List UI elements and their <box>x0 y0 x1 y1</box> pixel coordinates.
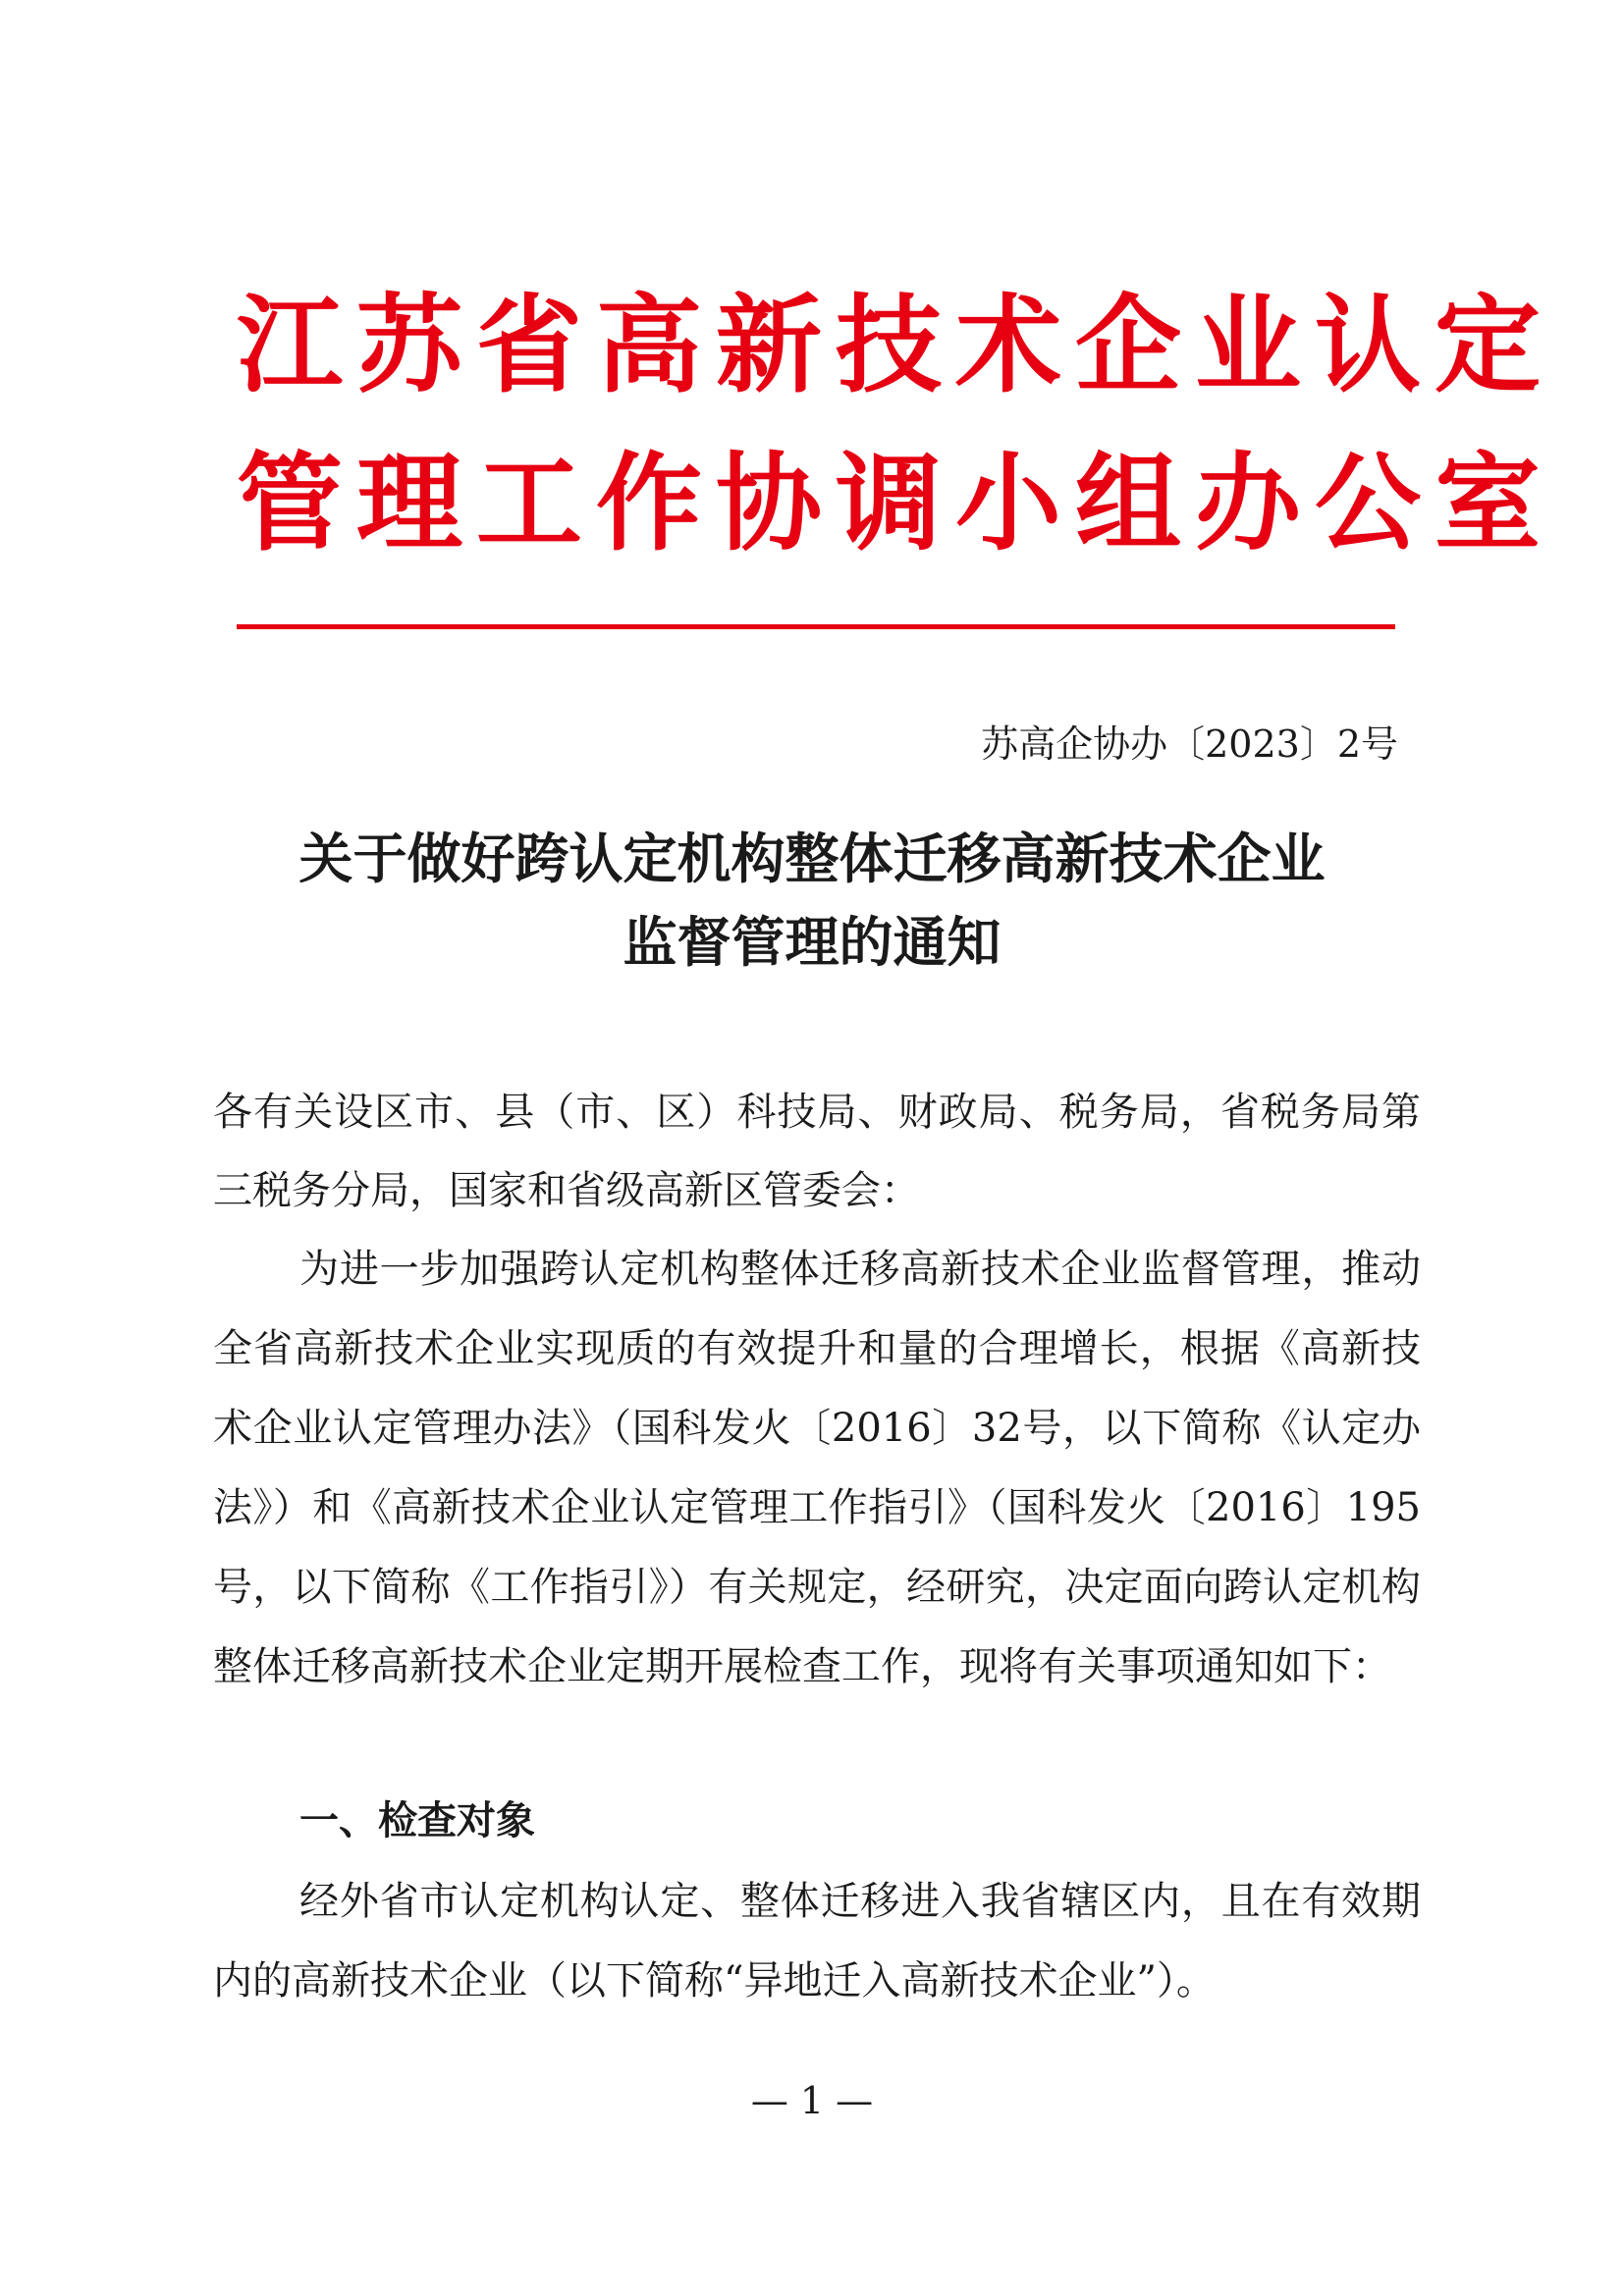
document-title-line-2: 监督管理的通知 <box>623 910 1001 974</box>
section-heading-inspection-targets: 一、检查对象 <box>299 1798 535 1843</box>
document-title-line-1: 关于做好跨认定机构整体迁移高新技术企业 <box>298 827 1326 890</box>
red-divider-line <box>237 624 1395 629</box>
document-number: 苏高企协办〔2023〕2号 <box>981 722 1398 766</box>
section-body-inspection-targets: 经外省市认定机构认定、整体迁移进入我省辖区内，且在有效期内的高新技术企业（以下简称“异地迁入高新技术企业”）。 <box>213 1879 1421 2003</box>
intro-paragraph: 为进一步加强跨认定机构整体迁移高新技术企业监督管理，推动全省高新技术企业实现质的有效提升和量的合理增长，根据《高新技术企业认定管理办法》（国科发火〔2016〕32号，以下简称《认定办法》）和《高新技术企业认定管理工作指引》（国科发火〔2016〕195号，以下简称《工作指引》）有关规定，经研究，决定面向跨认定机构整体迁移高新技术企业定期开展检查工作，现将有关事项通知如下： <box>213 1247 1421 1689</box>
addressee-paragraph: 各有关设区市、县（市、区）科技局、财政局、税务局，省税务局第三税务分局，国家和省级高新区管委会： <box>213 1090 1421 1213</box>
issuer-header-line-2: 管理工作协调小组办公室 <box>237 443 1555 565</box>
page-number: — 1 — <box>750 2079 874 2122</box>
issuer-header-line-1: 江苏省高新技术企业认定 <box>237 285 1555 407</box>
